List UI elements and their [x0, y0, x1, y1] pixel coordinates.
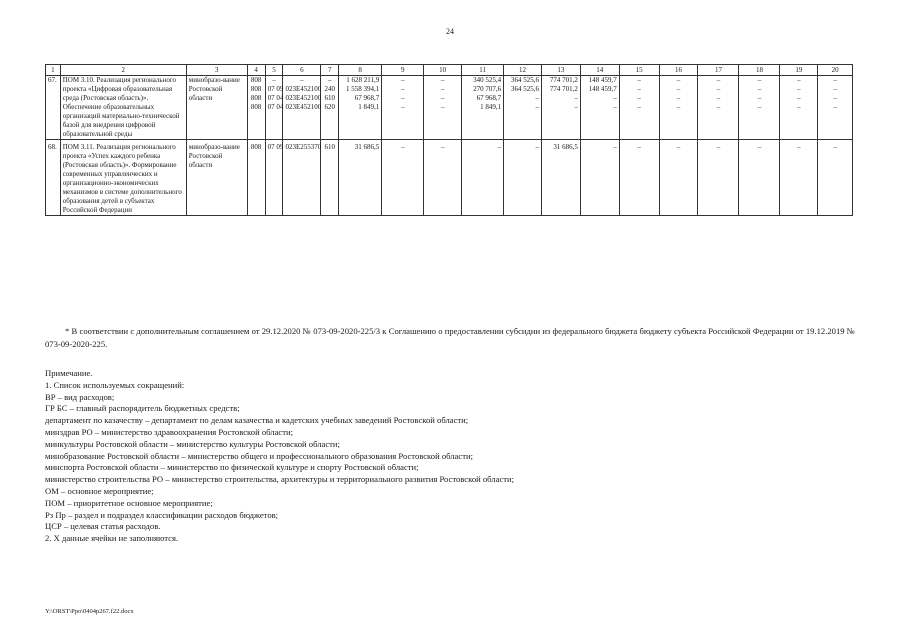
- value-cell: [619, 76, 659, 140]
- value-cell: [321, 140, 339, 216]
- value-line: –: [440, 76, 445, 84]
- value-line: 67 968,7: [476, 94, 502, 102]
- value-cell: [504, 76, 542, 140]
- value-line: 07 09: [267, 85, 284, 93]
- value-cell: [382, 76, 424, 140]
- col-header: 11: [462, 65, 504, 76]
- value-line: 808: [250, 76, 262, 84]
- value-line: 31 686,5: [553, 143, 578, 151]
- col-header: 16: [659, 65, 698, 76]
- value-line: –: [716, 76, 721, 84]
- value-line: 023Е255370: [285, 143, 322, 151]
- value-cell: [739, 76, 780, 140]
- col-header: 8: [339, 65, 382, 76]
- value-line: –: [613, 143, 617, 151]
- note-line: минздрав РО – министерство здравоохранения Ростовской области;: [45, 426, 293, 437]
- value-line: 774 701,2: [549, 76, 578, 84]
- value-line: 364 525,6: [510, 85, 539, 93]
- value-line: –: [757, 85, 762, 93]
- value-line: –: [300, 76, 304, 84]
- value-line: 1 849,1: [480, 103, 502, 111]
- value-line: –: [833, 143, 837, 151]
- note-line: ПОМ – приоритетное основное мероприятие;: [45, 497, 213, 508]
- value-line: –: [574, 94, 578, 102]
- col-header: 13: [541, 65, 580, 76]
- value-line: –: [400, 143, 405, 151]
- notes-section: [45, 368, 855, 545]
- col-header: 6: [283, 65, 321, 76]
- value-line: –: [400, 85, 405, 93]
- value-cell: [247, 140, 265, 216]
- value-cell: [283, 76, 321, 140]
- value-cell: [619, 140, 659, 216]
- notes-title: Примечание.: [45, 368, 93, 378]
- value-cell: [424, 76, 462, 140]
- note-line: ГР БС – главный распорядитель бюджетных средств;: [45, 403, 240, 414]
- value-cell: [504, 140, 542, 216]
- row-number: 68.: [46, 140, 61, 216]
- col-header: 1: [46, 65, 61, 76]
- value-line: –: [535, 103, 539, 111]
- col-header: 7: [321, 65, 339, 76]
- value-line: –: [637, 76, 641, 84]
- value-line: –: [676, 85, 681, 93]
- value-cell: [462, 140, 504, 216]
- note-line: 1. Список используемых сокращений:: [45, 379, 185, 390]
- value-line: 340 525,4: [473, 76, 502, 84]
- value-line: –: [327, 76, 332, 84]
- value-cell: [780, 140, 818, 216]
- value-line: –: [757, 76, 762, 84]
- value-line: 07 09: [267, 143, 284, 151]
- note-line: 2. Х данные ячейки не заполняются.: [45, 533, 179, 544]
- value-cell: [780, 76, 818, 140]
- value-line: –: [272, 76, 276, 84]
- col-header: 18: [739, 65, 780, 76]
- value-line: 148 459,7: [588, 76, 617, 84]
- value-line: 023Е452100: [285, 94, 322, 102]
- value-line: –: [676, 76, 681, 84]
- value-line: –: [440, 143, 445, 151]
- value-line: –: [797, 85, 801, 93]
- value-line: –: [757, 143, 762, 151]
- note-line: ЦСР – целевая статья расходов.: [45, 521, 161, 532]
- col-header: 3: [186, 65, 247, 76]
- value-line: –: [440, 85, 445, 93]
- measure-name: ПОМ 3.11. Реализация регионального проекта «Успех каждого ребенка (Ростовская область)». Формирование современных управленческих и организационно-экономических механизмов в системе дополнительного образования детей в субъектах Российской Федерации: [60, 140, 186, 216]
- value-line: 610: [324, 94, 335, 102]
- value-line: 31 686,5: [354, 143, 380, 151]
- value-line: –: [497, 143, 502, 151]
- value-line: –: [676, 94, 681, 102]
- value-line: –: [833, 76, 837, 84]
- value-line: –: [400, 76, 405, 84]
- value-cell: [339, 76, 382, 140]
- col-header: 5: [265, 65, 283, 76]
- note-line: департамент по казачеству – департамент по делам казачества и кадетских учебных заведений Ростовской области;: [45, 415, 469, 426]
- col-header: 17: [698, 65, 739, 76]
- note-line: министерство строительства РО – министерство строительства, архитектуры и территориального развития Ростовской области;: [45, 474, 514, 485]
- value-cell: [541, 140, 580, 216]
- value-line: –: [440, 94, 445, 102]
- budget-table-wrap: [45, 64, 853, 216]
- value-line: 808: [250, 103, 262, 111]
- value-line: –: [400, 103, 405, 111]
- value-cell: [818, 140, 853, 216]
- value-cell: [698, 140, 739, 216]
- footnote: * В соответствии с дополнительным соглашением от 29.12.2020 № 073-09-2020-225/3 к Соглашению о предоставлении субсидии из федерального бюджета бюджету субъекта Российской Федерации от 19.12.2019 № 073-09-2020-225.: [45, 326, 855, 349]
- value-cell: [659, 140, 698, 216]
- col-header: 12: [504, 65, 542, 76]
- executor-name: минобразо-вание Ростовской области: [186, 140, 247, 216]
- note-line: минобразование Ростовской области – министерство общего и профессионального образования Ростовской области;: [45, 450, 473, 461]
- budget-table: [45, 64, 853, 216]
- note-line: ОМ – основное мероприятие;: [45, 485, 154, 496]
- value-line: –: [833, 103, 837, 111]
- value-cell: [339, 140, 382, 216]
- col-header: 10: [424, 65, 462, 76]
- value-line: –: [676, 103, 681, 111]
- value-line: 1 628 211,9: [346, 76, 380, 84]
- value-line: –: [637, 94, 641, 102]
- file-path: Y:\ORST\Ppo\0404p267.f22.docx: [45, 608, 134, 615]
- value-cell: [818, 76, 853, 140]
- value-line: –: [613, 103, 617, 111]
- notes-list: [45, 380, 855, 545]
- value-cell: [659, 76, 698, 140]
- value-line: 620: [324, 103, 335, 111]
- value-line: –: [716, 94, 721, 102]
- value-line: –: [716, 143, 721, 151]
- value-line: –: [637, 143, 641, 151]
- col-header: 20: [818, 65, 853, 76]
- value-line: –: [400, 94, 405, 102]
- value-line: –: [440, 103, 445, 111]
- col-header: 19: [780, 65, 818, 76]
- row-number: 67.: [46, 76, 61, 140]
- value-line: –: [757, 103, 762, 111]
- executor-name: минобразо-вание Ростовской области: [186, 76, 247, 140]
- value-cell: [698, 76, 739, 140]
- value-cell: [580, 76, 619, 140]
- note-line: Рз Пр – раздел и подраздел классификации расходов бюджетов;: [45, 509, 279, 520]
- value-line: 364 525,6: [510, 76, 539, 84]
- col-header: 4: [247, 65, 265, 76]
- value-cell: [739, 140, 780, 216]
- value-line: –: [637, 85, 641, 93]
- value-line: 808: [250, 85, 262, 93]
- value-line: –: [833, 94, 837, 102]
- value-line: –: [613, 94, 617, 102]
- value-line: –: [535, 94, 539, 102]
- value-line: 1 558 394,1: [345, 85, 380, 93]
- value-line: 07 04: [267, 94, 284, 102]
- value-cell: [382, 140, 424, 216]
- value-line: 240: [324, 85, 335, 93]
- value-cell: [321, 76, 339, 140]
- value-line: –: [797, 94, 801, 102]
- col-header: 9: [382, 65, 424, 76]
- value-line: –: [797, 143, 801, 151]
- value-cell: [424, 140, 462, 216]
- value-line: –: [716, 103, 721, 111]
- value-line: –: [637, 103, 641, 111]
- value-line: –: [716, 85, 721, 93]
- value-cell: [462, 76, 504, 140]
- value-line: 023Е452100: [285, 103, 322, 111]
- value-line: 774 701,2: [549, 85, 578, 93]
- value-cell: [580, 140, 619, 216]
- note-line: ВР – вид расходов;: [45, 391, 115, 402]
- table-row: [46, 76, 853, 140]
- value-cell: [247, 76, 265, 140]
- value-line: –: [797, 76, 801, 84]
- value-line: –: [574, 103, 578, 111]
- note-line: минкультуры Ростовской области – министерство культуры Ростовской области;: [45, 438, 340, 449]
- col-header: 15: [619, 65, 659, 76]
- table-row: [46, 140, 853, 216]
- value-line: –: [535, 143, 539, 151]
- value-line: 1 849,1: [358, 103, 380, 111]
- value-line: 270 707,6: [473, 85, 502, 93]
- measure-name: ПОМ 3.10. Реализация регионального проекта «Цифровая образовательная среда (Ростовская область)». Обеспечение образовательных организаций материально-технической базой для внедрения цифровой образовательной среды: [60, 76, 186, 140]
- value-cell: [541, 76, 580, 140]
- col-header: 2: [60, 65, 186, 76]
- note-line: минспорта Ростовской области – министерство по физической культуре и спорту Ростовской области;: [45, 462, 419, 473]
- page-number: 24: [446, 27, 454, 36]
- value-line: 610: [324, 143, 335, 151]
- value-line: 023Е452100: [285, 85, 322, 93]
- value-cell: [265, 76, 283, 140]
- value-line: –: [757, 94, 762, 102]
- value-cell: [283, 140, 321, 216]
- value-line: –: [676, 143, 681, 151]
- value-line: 07 04: [267, 103, 284, 111]
- value-line: 148 459,7: [588, 85, 617, 93]
- value-cell: [265, 140, 283, 216]
- value-line: 67 968,7: [354, 94, 380, 102]
- value-line: 808: [250, 94, 262, 102]
- value-line: –: [833, 85, 837, 93]
- col-header: 14: [580, 65, 619, 76]
- value-line: 808: [250, 143, 262, 151]
- table-header-row: [46, 65, 853, 76]
- value-line: –: [797, 103, 801, 111]
